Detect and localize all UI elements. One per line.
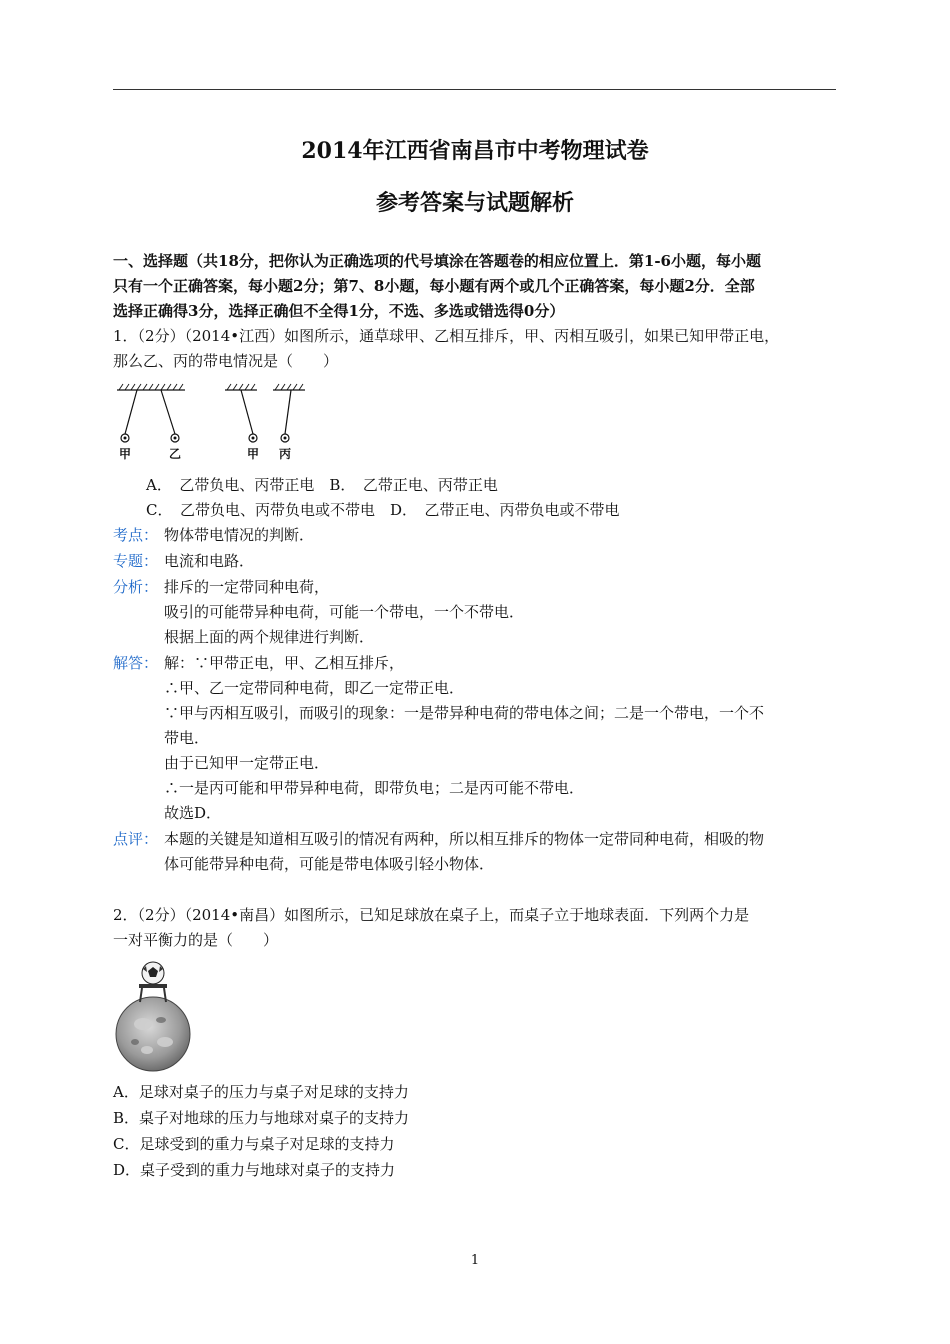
q1-stem-line: 1．（2分）（2014•江西）如图所示，通草球甲、乙相互排斥，甲、丙相互吸引，如果已知甲带正电， — [113, 327, 780, 345]
fenxi-line: 根据上面的两个规律进行判断． — [164, 628, 375, 646]
fenxi-label: 分析： — [113, 578, 159, 596]
kaodian-label: 考点： — [113, 526, 159, 544]
jieda-line: 带电． — [164, 729, 210, 747]
jieda-label: 解答： — [113, 654, 159, 672]
jieda-line: ∵甲与丙相互吸引，而吸引的现象：一是带异种电荷的带电体之间；二是一个带电，一个不 — [164, 704, 765, 722]
figure-label: 甲 — [118, 447, 132, 461]
q2-ball-table-earth-figure — [113, 958, 197, 1076]
page-number: 1 — [470, 1253, 480, 1268]
q2-option-c: C．足球受到的重力与桌子对足球的支持力 — [113, 1135, 395, 1153]
q2-stem-line: 2．（2分）（2014•南昌）如图所示，已知足球放在桌子上，而桌子立于地球表面．下列两个力是 — [113, 906, 750, 924]
q1-option-line: C． 乙带负电、丙带负电或不带电 D． 乙带正电、丙带负电或不带电 — [146, 501, 620, 519]
section-instruction-line: 只有一个正确答案，每小题2分；第7、8小题，每小题有两个或几个正确答案，每小题2分．全部 — [113, 277, 755, 295]
figure-label: 乙 — [168, 447, 182, 461]
q1-pith-ball-figure — [113, 382, 313, 464]
section-instruction-line: 选择正确得3分，选择正确但不全得1分，不选、多选或错选得0分） — [113, 302, 565, 320]
q2-stem-line: 一对平衡力的是（ ） — [113, 931, 279, 949]
dianping-label: 点评： — [113, 830, 159, 848]
figure-label: 甲 — [246, 447, 260, 461]
jieda-line: 由于已知甲一定带正电． — [164, 754, 330, 772]
jieda-line: 解：∵甲带正电，甲、乙相互排斥， — [164, 654, 405, 672]
fenxi-line: 吸引的可能带异种电荷，可能一个带电，一个不带电． — [164, 603, 525, 621]
page-subtitle: 参考答案与试题解析 — [375, 190, 574, 216]
jieda-line: ∴一是丙可能和甲带异种电荷，即带负电；二是丙可能不带电． — [164, 779, 585, 797]
header-rule — [113, 89, 836, 90]
zhuanti-label: 专题： — [113, 552, 159, 570]
zhuanti-text: 电流和电路． — [164, 552, 255, 570]
dianping-line: 体可能带异种电荷，可能是带电体吸引轻小物体． — [164, 855, 495, 873]
jieda-line: 故选D． — [164, 804, 222, 822]
page-title: 2014年江西省南昌市中考物理试卷 — [301, 138, 649, 164]
q1-stem-line: 那么乙、丙的带电情况是（ ） — [113, 352, 339, 370]
q2-option-d: D．桌子受到的重力与地球对桌子的支持力 — [113, 1161, 396, 1179]
fenxi-line: 排斥的一定带同种电荷， — [164, 578, 330, 596]
section-instruction-line: 一、选择题（共18分，把你认为正确选项的代号填涂在答题卷的相应位置上．第1-6小题，每小题 — [113, 252, 761, 270]
q1-option-line: A． 乙带负电、丙带正电 B． 乙带正电、丙带正电 — [146, 476, 498, 494]
jieda-line: ∴甲、乙一定带同种电荷，即乙一定带正电． — [164, 679, 465, 697]
q2-option-a: A．足球对桌子的压力与桌子对足球的支持力 — [113, 1083, 409, 1101]
q2-option-b: B．桌子对地球的压力与地球对桌子的支持力 — [113, 1109, 410, 1127]
dianping-line: 本题的关键是知道相互吸引的情况有两种，所以相互排斥的物体一定带同种电荷，相吸的物 — [164, 830, 765, 848]
kaodian-text: 物体带电情况的判断． — [164, 526, 315, 544]
figure-label: 丙 — [278, 447, 292, 461]
